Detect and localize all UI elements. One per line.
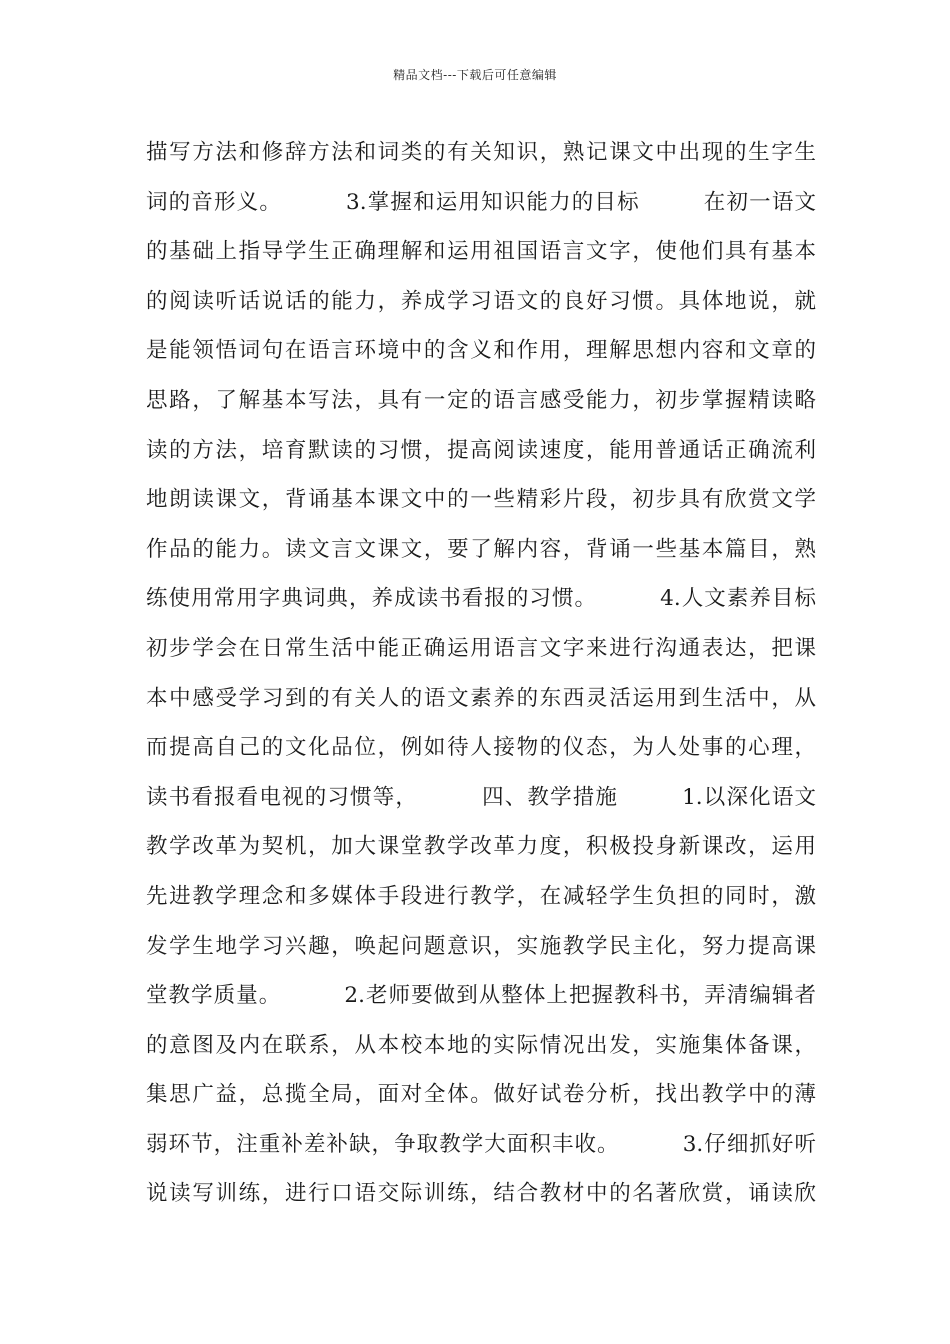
- text-line: 说读写训练，进行口语交际训练，结合教材中的名著欣赏，诵读欣: [146, 1181, 816, 1207]
- text-line: 的阅读听话说话的能力，养成学习语文的良好习惯。具体地说，就: [146, 288, 816, 314]
- text-line: 词的音形义。 3.掌握和运用知识能力的目标 在初一语文: [146, 189, 816, 215]
- text-line: 集思广益，总揽全局，面对全体。做好试卷分析，找出教学中的薄: [146, 1082, 816, 1108]
- text-line: 读的方法，培育默读的习惯，提高阅读速度，能用普通话正确流利: [146, 437, 816, 463]
- page-header: 精品文档---下载后可任意编辑: [393, 68, 557, 82]
- text-line: 堂教学质量。 2.老师要做到从整体上把握教科书，弄清编辑者: [146, 983, 816, 1009]
- text-line: 思路，了解基本写法，具有一定的语言感受能力，初步掌握精读略: [146, 387, 816, 413]
- text-line: 教学改革为契机，加大课堂教学改革力度，积极投身新课改，运用: [146, 834, 816, 860]
- text-line: 练使用常用字典词典，养成读书看报的习惯。 4.人文素养目标: [146, 586, 816, 612]
- text-line: 先进教学理念和多媒体手段进行教学，在减轻学生负担的同时，激: [146, 883, 816, 909]
- text-line: 的基础上指导学生正确理解和运用祖国语言文字，使他们具有基本: [146, 239, 816, 265]
- text-line: 的意图及内在联系，从本校本地的实际情况出发，实施集体备课，: [146, 1032, 816, 1058]
- text-line: 发学生地学习兴趣，唤起问题意识，实施教学民主化，努力提高课: [146, 933, 816, 959]
- text-line: 弱环节，注重补差补缺，争取教学大面积丰收。 3.仔细抓好听: [146, 1131, 816, 1157]
- text-line: 作品的能力。读文言文课文，要了解内容，背诵一些基本篇目，熟: [146, 536, 816, 562]
- text-line: 而提高自己的文化品位，例如待人接物的仪态，为人处事的心理，: [146, 735, 816, 761]
- text-line: 地朗读课文，背诵基本课文中的一些精彩片段，初步具有欣赏文学: [146, 487, 816, 513]
- text-line: 读书看报看电视的习惯等， 四、教学措施 1.以深化语文: [146, 784, 816, 810]
- text-line: 是能领悟词句在语言环境中的含义和作用，理解思想内容和文章的: [146, 338, 816, 364]
- text-line: 初步学会在日常生活中能正确运用语言文字来进行沟通表达，把课: [146, 635, 816, 661]
- text-line: 本中感受学习到的有关人的语文素养的东西灵活运用到生活中，从: [146, 685, 816, 711]
- body-text: [146, 128, 816, 1219]
- text-line: 描写方法和修辞方法和词类的有关知识，熟记课文中出现的生字生: [146, 140, 816, 165]
